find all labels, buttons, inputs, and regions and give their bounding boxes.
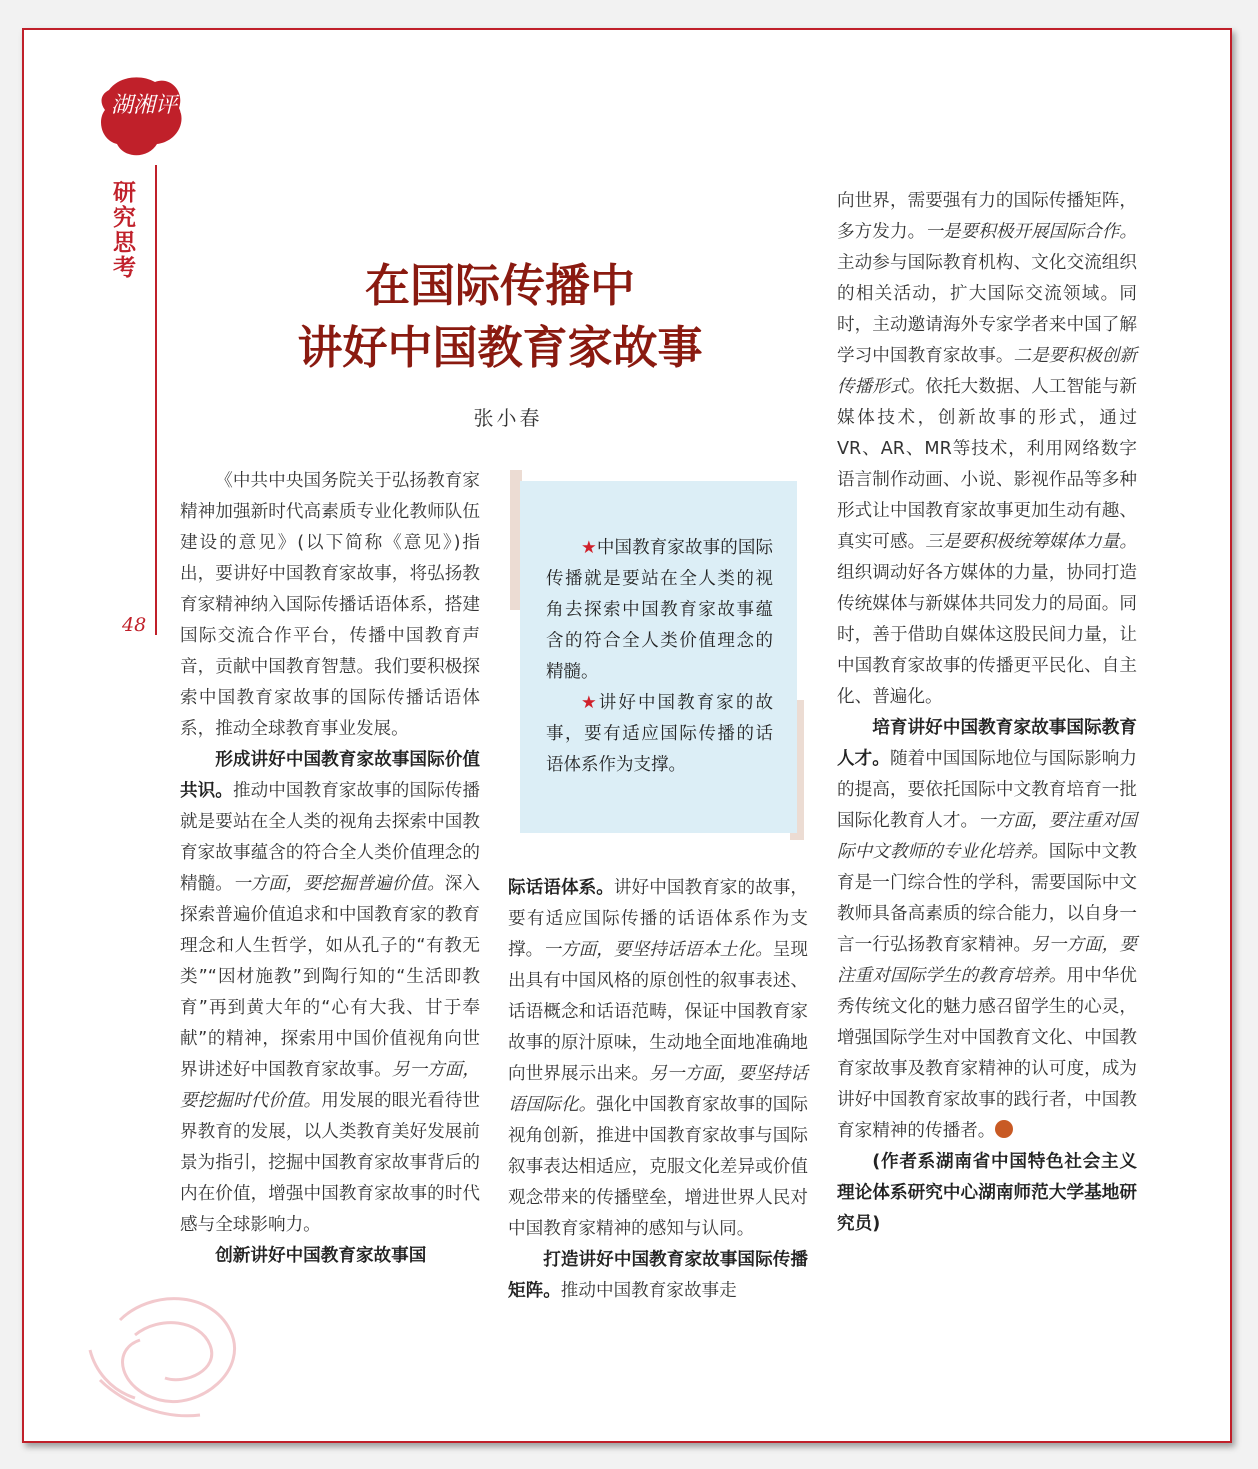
section-3-text-end: 向世界，需要强有力的国际传播矩阵，多方发力。 — [837, 191, 1137, 242]
section-3-text-b: 主动参与国际教育机构、文化交流组织的相关活动，扩大国际交流领域。同时，主动邀请海外专家学者来中国了解学习中国教育家故事。 — [837, 253, 1137, 366]
section-4-text-c: 用中华优秀传统文化的魅力感召留学生的心灵，增强国际学生对中国教育文化、中国教育家故事及教育家精神的认可度，成为讲好中国教育家故事的践行者，中国教育家精神的传播者。 — [837, 966, 1137, 1141]
section-4-emphasis-2: 另一方面，要注重对国际学生的教育培养。 — [837, 935, 1137, 986]
section-label: 研究思考 — [109, 180, 135, 280]
section-2-emphasis-2: 另一方面，要坚持话语国际化。 — [508, 1064, 808, 1115]
section-2-emphasis-1: 一方面，要坚持话语本土化。 — [543, 940, 773, 960]
article-title — [220, 255, 780, 379]
section-3-text-start: 推动中国教育家故事走 — [560, 1281, 737, 1301]
section-4-text-b: 国际中文教育是一门综合性的学科，需要国际中文教师具备高素质的综合能力，以自身一言一行弘扬教育家精神。 — [837, 842, 1137, 955]
star-icon: ★ — [581, 538, 597, 558]
section-2-paragraph — [508, 873, 808, 1245]
section-3-emphasis-2: 二是要积极创新传播形式。 — [837, 346, 1137, 397]
article-column-3 — [837, 186, 1137, 1240]
author-byline — [837, 1147, 1137, 1240]
decorative-ornament — [80, 1280, 280, 1430]
section-1-text-b: 深入探索普遍价值追求和中国教育家的教育理念和人生哲学，如从孔子的“有教无类”“因材施教”到陶行知的“生活即教育”再到黄大年的“心有大我、甘于奉献”的精神，探索用中国价值视角向世界讲述好中国教育家故事。 — [180, 874, 480, 1080]
section-1-heading: 形成讲好中国教育家故事国际价值共识。 — [180, 750, 480, 801]
section-2-text-c: 强化中国教育家故事的国际视角创新，推进中国教育家故事与国际叙事表达相适应，克服文化差异或价值观念带来的传播壁垒，增进世界人民对中国教育家精神的感知与认同。 — [508, 1095, 808, 1239]
section-3-paragraph-start — [508, 1245, 808, 1307]
section-3-text-c: 依托大数据、人工智能与新媒体技术，创新故事的形式，通过VR、AR、MR等技术，利用网络数字语言制作动画、小说、影视作品等多种形式让中国教育家故事更加生动有趣、真实可感。 — [837, 377, 1137, 552]
section-2-heading-start-paragraph — [180, 1241, 480, 1272]
pullquote-1-text: 中国教育家故事的国际传播就是要站在全人类的视角去探索中国教育家故事蕴含的符合全人类价值理念的精髓。 — [546, 538, 773, 682]
author-byline-text: (作者系湖南省中国特色社会主义理论体系研究中心湖南师范大学基地研究员) — [837, 1152, 1137, 1234]
article-column-2 — [508, 873, 808, 1307]
section-1-text-a: 推动中国教育家故事的国际传播就是要站在全人类的视角去探索中国教育家故事蕴含的符合全人类价值理念的精髓。 — [180, 781, 480, 894]
section-4-paragraph — [837, 713, 1137, 1147]
section-1-paragraph — [180, 745, 480, 1241]
seal-text-1: 湖湘评论 — [111, 93, 200, 118]
section-4-heading: 培育讲好中国教育家故事国际教育人才。 — [837, 718, 1137, 769]
section-2-text-b: 呈现出具有中国风格的原创性的叙事表述、话语概念和话语范畴，保证中国教育家故事的原汁原味，生动地全面地准确地向世界展示出来。 — [508, 940, 808, 1084]
title-line-2: 讲好中国教育家故事 — [297, 321, 703, 374]
pullquote-box — [520, 481, 797, 833]
section-3-emphasis-3: 三是要积极统筹媒体力量。 — [925, 532, 1137, 552]
section-1-text-c: 用发展的眼光看待世界教育的发展，以人类教育美好发展前景为指引，挖掘中国教育家故事背后的内在价值，增强中国教育家故事的时代感与全球影响力。 — [180, 1091, 480, 1235]
end-mark-icon — [995, 1120, 1013, 1138]
section-3-heading: 打造讲好中国教育家故事国际传播矩阵。 — [508, 1250, 808, 1301]
page-number: 48 — [122, 614, 147, 636]
article-column-1 — [180, 466, 480, 1272]
star-icon: ★ — [581, 693, 599, 713]
pullquote-2 — [546, 688, 773, 781]
pullquote-1 — [546, 533, 773, 688]
section-3-paragraph-end — [837, 186, 1137, 713]
intro-paragraph: 《中共中央国务院关于弘扬教育家精神加强新时代高素质专业化教师队伍建设的意见》(以下简称《意见》)指出，要讲好中国教育家故事，将弘扬教育家精神纳入国际传播话语体系，搭建国际交流合作平台，传播中国教育声音，贡献中国教育智慧。我们要积极探索中国教育家故事的国际传播话语体系，推动全球教育事业发展。 — [180, 471, 480, 739]
section-4-emphasis-1: 一方面，要注重对国际中文教师的专业化培养。 — [837, 811, 1137, 862]
section-3-text-d: 组织调动好各方媒体的力量，协同打造传统媒体与新媒体共同发力的局面。同时，善于借助自媒体这股民间力量，让中国教育家故事的传播更平民化、自主化、普遍化。 — [837, 563, 1137, 707]
section-3-emphasis-1: 一是要积极开展国际合作。 — [925, 222, 1137, 242]
section-1-emphasis-2: 另一方面，要挖掘时代价值。 — [180, 1060, 480, 1111]
section-2-heading-start: 创新讲好中国教育家故事国 — [215, 1246, 427, 1266]
title-line-1: 在国际传播中 — [364, 259, 635, 312]
section-rule — [155, 165, 157, 635]
author-name: 张小春 — [473, 406, 543, 430]
magazine-logo-seal — [95, 70, 200, 162]
section-2-heading-end: 际话语体系。 — [508, 878, 614, 898]
pullquote-2-text: 讲好中国教育家的故事，要有适应国际传播的话语体系作为支撑。 — [546, 693, 773, 775]
section-2-text-a: 讲好中国教育家的故事，要有适应国际传播的话语体系作为支撑。 — [508, 878, 808, 960]
section-1-emphasis-1: 一方面，要挖掘普遍价值。 — [232, 874, 445, 894]
section-4-text-a: 随着中国国际地位与国际影响力的提高，要依托国际中文教育培育一批国际化教育人才。 — [837, 749, 1137, 831]
